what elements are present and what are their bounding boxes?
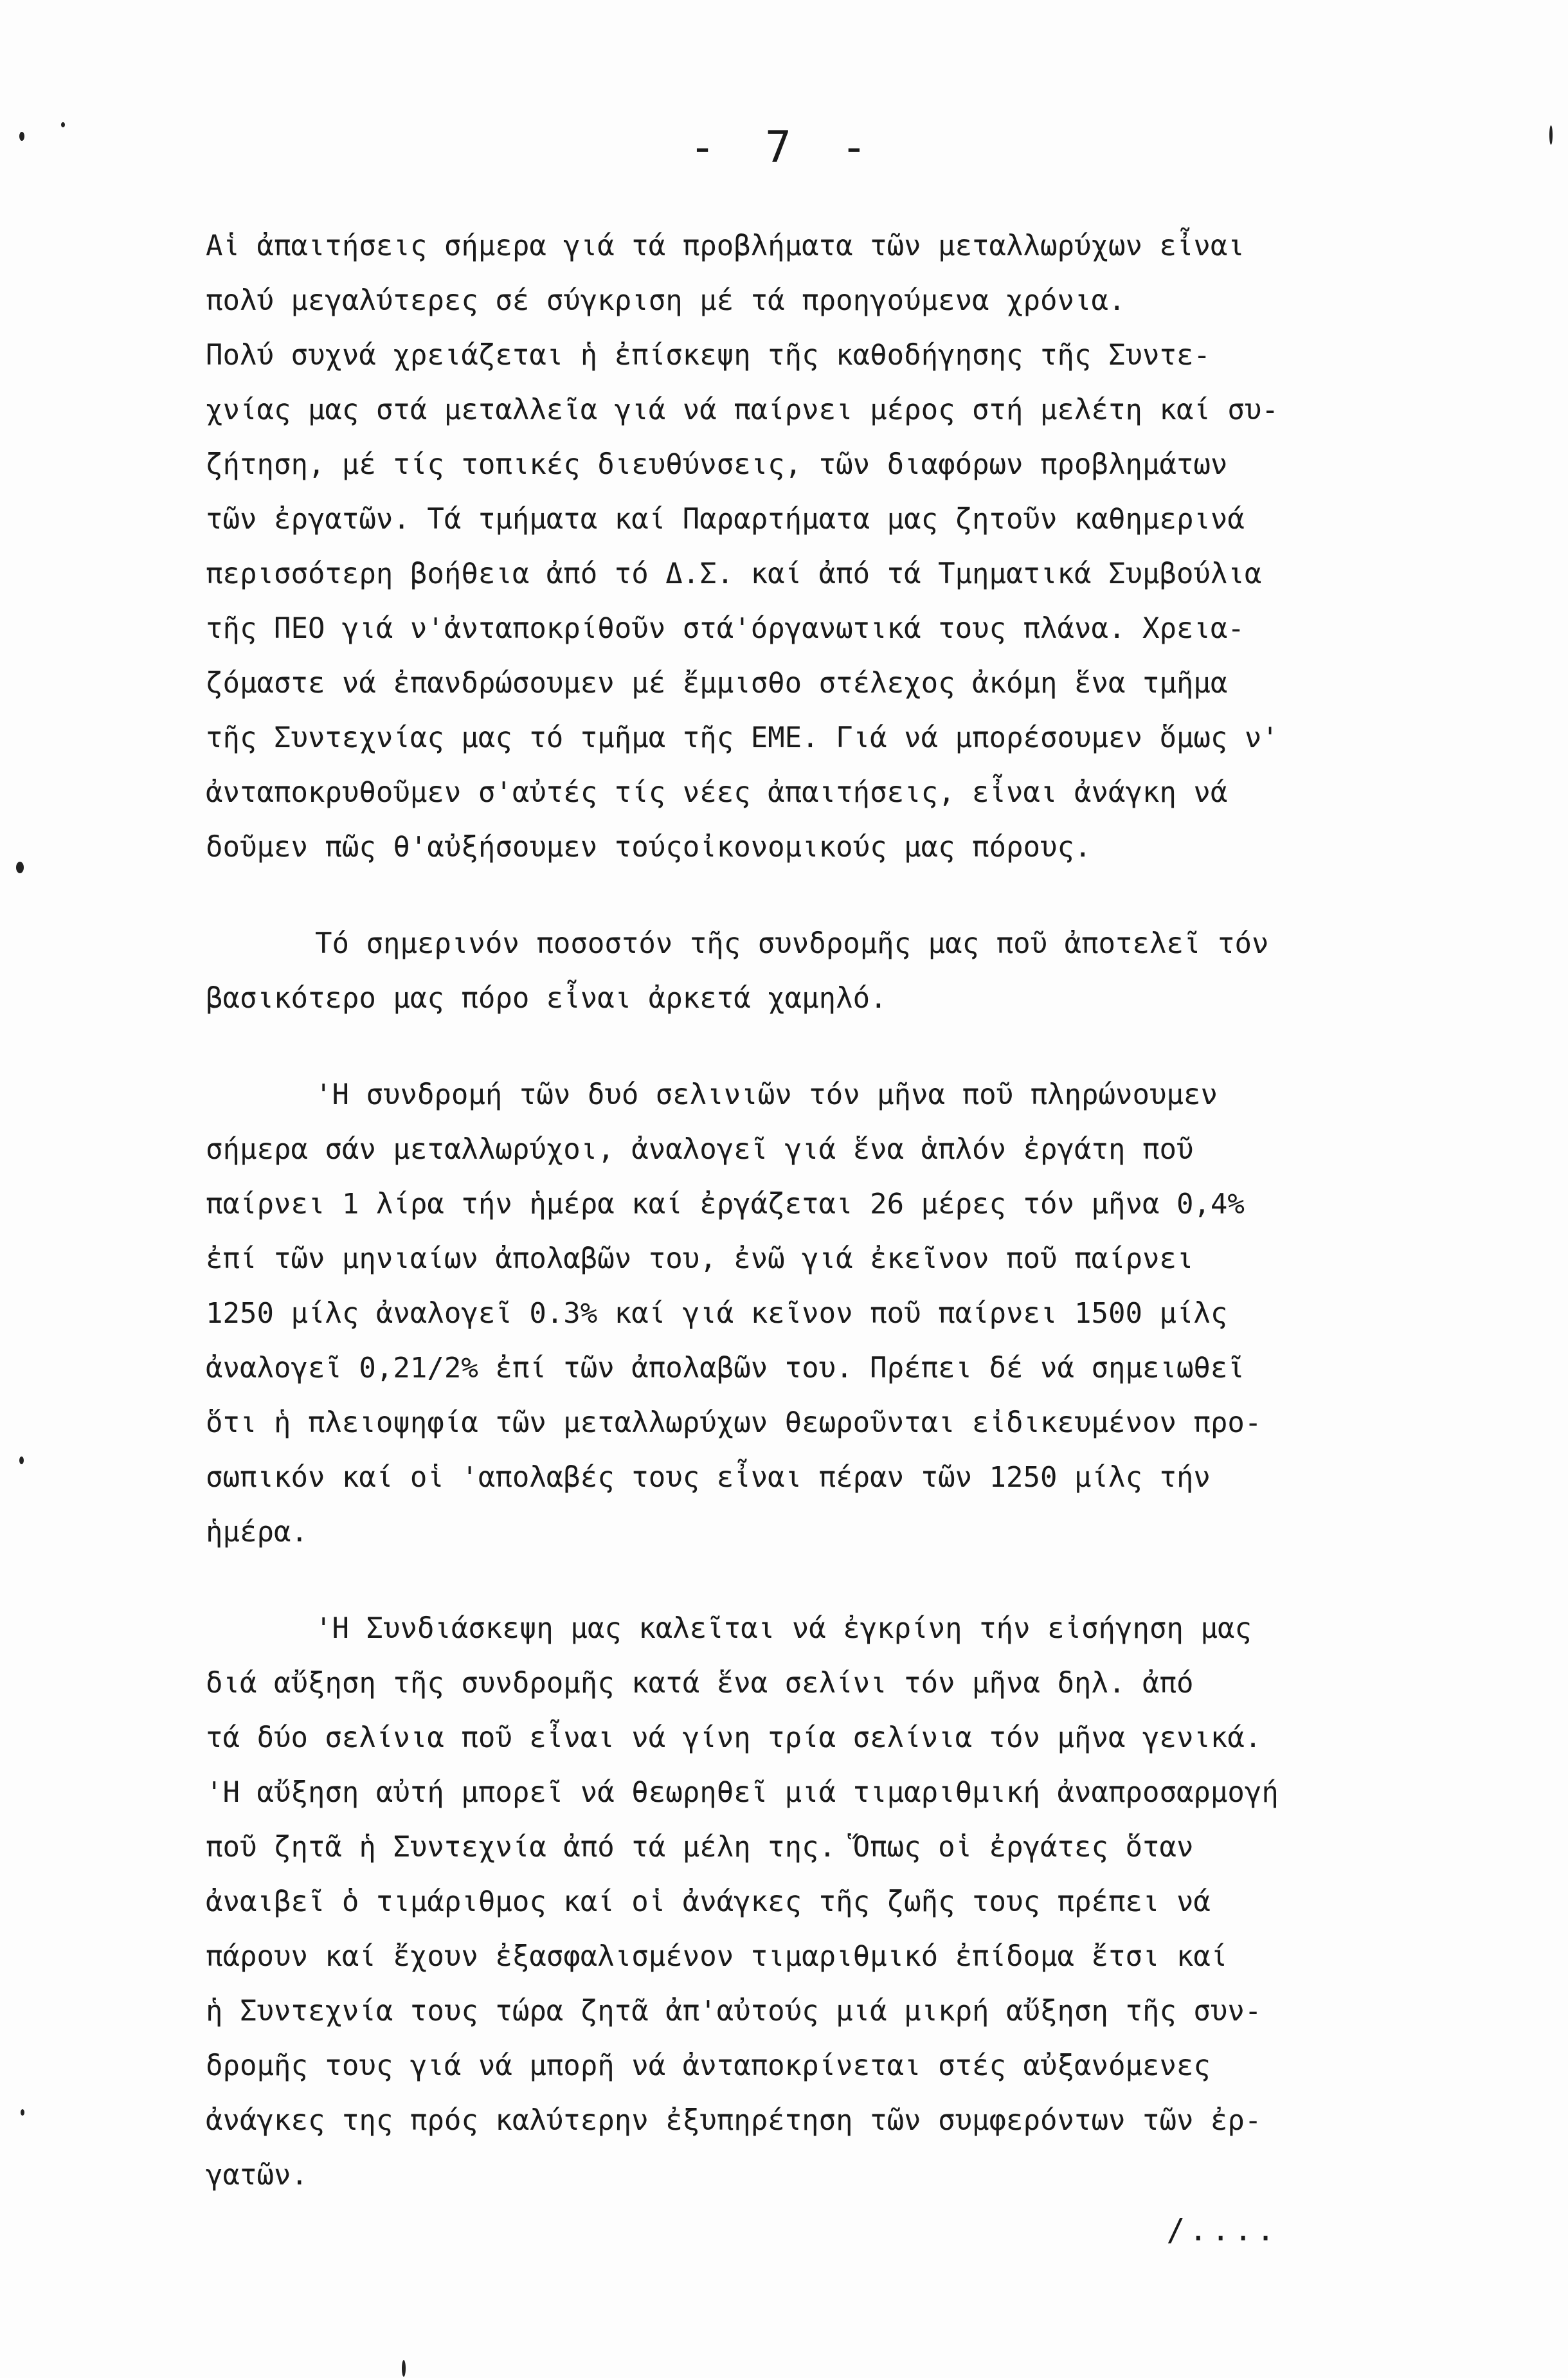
text-line: Τό σημερινόν ποσοστόν τῆς συνδρομῆς μας ποῦ ἀποτελεῖ τόν (315, 927, 1269, 960)
scan-speck (19, 1457, 24, 1464)
scan-speck (19, 132, 24, 141)
text-line: ἀνταποκρυθοῦμεν σ'αὐτές τίς νέες ἀπαιτήσεις, εἶναι ἀνάγκη νά (206, 776, 1228, 809)
text-line: 1250 μίλς ἀναλογεῖ 0.3% καί γιά κεῖνον ποῦ παίρνει 1500 μίλς (206, 1297, 1228, 1330)
text-line: ἐπί τῶν μηνιαίων ἀπολαβῶν του, ἐνῶ γιά ἐκεῖνον ποῦ παίρνει (206, 1242, 1194, 1275)
text-line: τῆς Συντεχνίας μας τό τμῆμα τῆς ΕΜΕ. Γιά νά μπορέσουμεν ὅμως ν' (206, 722, 1279, 754)
text-line: παίρνει 1 λίρα τήν ἡμέρα καί ἐργάζεται 26 μέρες τόν μῆνα 0,4% (206, 1188, 1245, 1221)
text-line: δρομῆς τους γιά νά μπορῆ νά ἀνταποκρίνεται στές αὐξανόμενες (206, 2049, 1211, 2082)
text-line: ζόμαστε νά ἐπανδρώσουμεν μέ ἔμμισθο στέλεχος ἀκόμη ἕνα τμῆμα (206, 667, 1228, 700)
paragraph-gap (206, 1026, 1466, 1067)
text-line: βασικότερο μας πόρο εἶναι ἀρκετά χαμηλό. (206, 982, 887, 1015)
scan-speck (1549, 125, 1553, 145)
text-line: ἀνάγκες της πρός καλύτερην ἐξυπηρέτηση τῶν συμφερόντων τῶν ἐρ- (206, 2104, 1262, 2137)
text-line: 'Η συνδρομή τῶν δυό σελινιῶν τόν μῆνα ποῦ πληρώνουμεν (315, 1078, 1218, 1111)
text-line: πάρουν καί ἔχουν ἐξασφαλισμένον τιμαριθμικό ἐπίδομα ἔτσι καί (206, 1940, 1228, 1973)
paragraph (206, 219, 1466, 875)
page-number: - 7 - (689, 122, 879, 173)
text-line: ἀναλογεῖ 0,21/2% ἐπί τῶν ἀπολαβῶν του. Πρέπει δέ νά σημειωθεῖ (206, 1352, 1245, 1384)
text-line: χνίας μας στά μεταλλεῖα γιά νά παίρνει μέρος στή μελέτη καί συ- (206, 394, 1279, 426)
text-line: διά αὔξηση τῆς συνδρομῆς κατά ἕνα σελίνι τόν μῆνα δηλ. ἀπό (206, 1667, 1194, 1700)
paragraph (206, 1601, 1466, 2202)
text-line: σωπικόν καί οἱ 'απολαβές τους εἶναι πέραν τῶν 1250 μίλς τήν (206, 1461, 1211, 1494)
paragraph (206, 1067, 1466, 1559)
text-line: ἡμέρα. (206, 1516, 308, 1548)
text-line: τά δύο σελίνια ποῦ εἶναι νά γίνη τρία σελίνια τόν μῆνα γενικά. (206, 1721, 1262, 1754)
text-line: σήμερα σάν μεταλλωρύχοι, ἀναλογεῖ γιά ἕνα ἁπλόν ἐργάτη ποῦ (206, 1133, 1194, 1166)
paragraph-gap (206, 875, 1466, 916)
text-line: ὅτι ἡ πλειοψηφία τῶν μεταλλωρύχων θεωροῦνται εἰδικευμένον προ- (206, 1406, 1262, 1439)
text-line: περισσότερη βοήθεια ἀπό τό Δ.Σ. καί ἀπό τά Τμηματικά Συμβούλια (206, 558, 1262, 590)
text-line: ἡ Συντεχνία τους τώρα ζητᾶ ἀπ'αὐτούς μιά μικρή αὔξηση τῆς συν- (206, 1995, 1262, 2028)
scan-speck (16, 862, 24, 873)
text-line: γατῶν. (206, 2159, 308, 2192)
text-line: πολύ μεγαλύτερες σέ σύγκριση μέ τά προηγούμενα χρόνια. (206, 284, 1126, 317)
document-body (206, 219, 1466, 2202)
scan-speck (61, 122, 65, 127)
text-line: ζήτηση, μέ τίς τοπικές διευθύνσεις, τῶν διαφόρων προβλημάτων (206, 448, 1228, 481)
continuation-mark: /.... (1166, 2212, 1279, 2248)
paragraph-gap (206, 1559, 1466, 1601)
text-line: Αἱ ἀπαιτήσεις σήμερα γιά τά προβλήματα τῶν μεταλλωρύχων εἶναι (206, 230, 1245, 262)
text-line: ἀναιβεῖ ὁ τιμάριθμος καί οἱ ἀνάγκες τῆς ζωῆς τους πρέπει νά (206, 1885, 1211, 1918)
text-line: δοῦμεν πῶς θ'αὐξήσουμεν τούςοἰκονομικούς μας πόρους. (206, 831, 1092, 864)
scan-speck (402, 2360, 406, 2377)
text-line: 'Η Συνδιάσκεψη μας καλεῖται νά ἐγκρίνη τήν εἰσήγηση μας (315, 1612, 1252, 1645)
text-line: 'Η αὔξηση αὐτή μπορεῖ νά θεωρηθεῖ μιά τιμαριθμική ἀναπροσαρμογή (206, 1776, 1279, 1809)
scan-speck (21, 2109, 24, 2116)
paragraph (206, 916, 1466, 1026)
text-line: Πολύ συχνά χρειάζεται ἡ ἐπίσκεψη τῆς καθοδήγησης τῆς Συντε- (206, 339, 1211, 372)
text-line: τῆς ΠΕΟ γιά ν'ἀνταποκρίθοῦν στά'όργανωτικά τους πλάνα. Χρεια- (206, 612, 1245, 645)
text-line: ποῦ ζητᾶ ἡ Συντεχνία ἀπό τά μέλη της. Ὅπως οἱ ἐργάτες ὅταν (206, 1831, 1194, 1864)
text-line: τῶν ἐργατῶν. Τά τμήματα καί Παραρτήματα μας ζητοῦν καθημερινά (206, 503, 1245, 536)
